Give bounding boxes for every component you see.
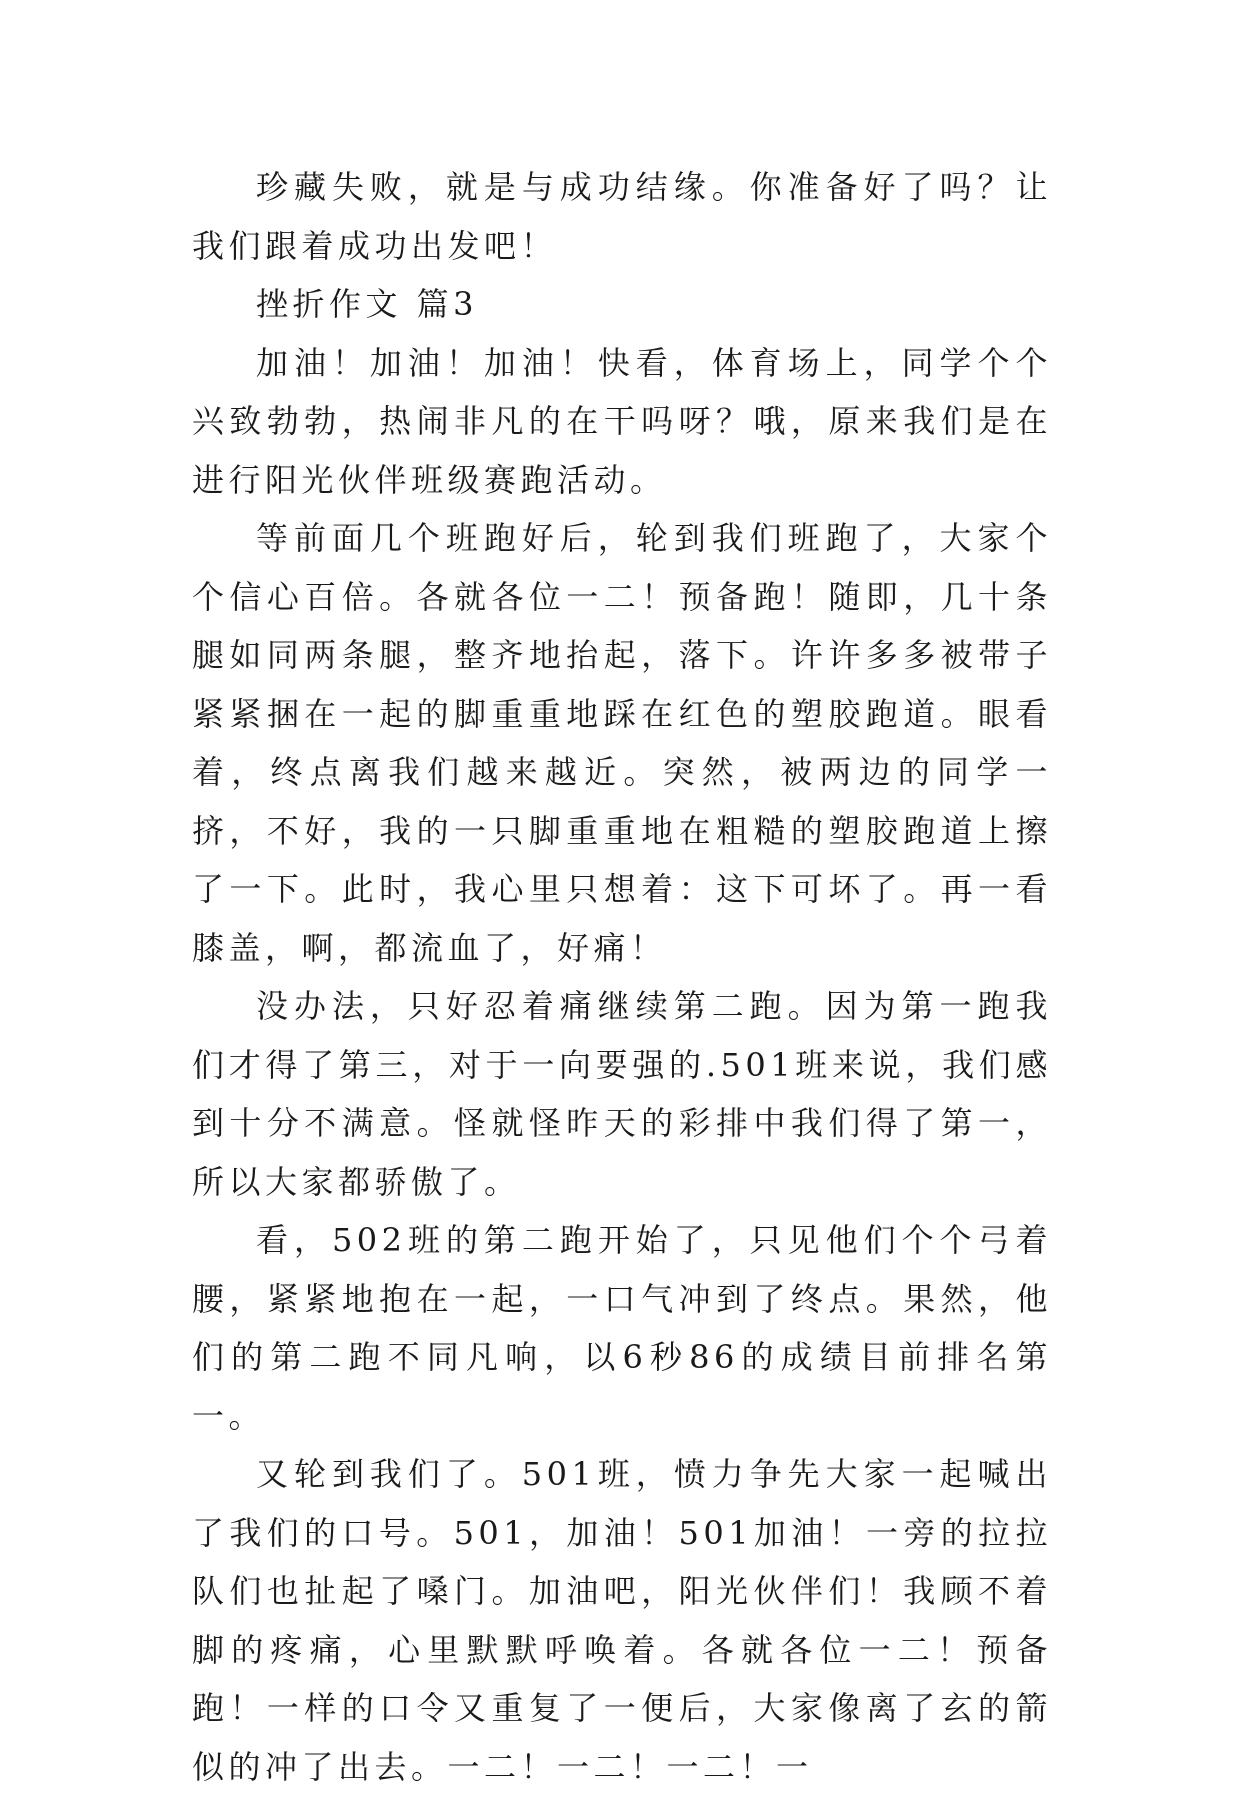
paragraph-5: 看，502班的第二跑开始了，只见他们个个弓着腰，紧紧地抱在一起，一口气冲到了终点。果然，他们的第二跑不同凡响，以6秒86的成绩目前排名第一。: [192, 1221, 1052, 1435]
section-heading: 挫折作文 篇3: [256, 285, 479, 323]
paragraph-6: 又轮到我们了。501班，愤力争先大家一起喊出了我们的口号。501，加油！501加油！一旁的拉拉队们也扯起了嗓门。加油吧，阳光伙伴们！我顾不着脚的疼痛，心里默默呼唤着。各就各位一二！预备跑！一样的口令又重复了一便后，大家像离了玄的箭似的冲了出去。一二！一二！一二！一: [192, 1455, 1052, 1786]
paragraph-3: 等前面几个班跑好后，轮到我们班跑了，大家个个信心百倍。各就各位一二！预备跑！随即，几十条腿如同两条腿，整齐地抬起，落下。许许多多被带子紧紧捆在一起的脚重重地踩在红色的塑胶跑道。眼看着，终点离我们越来越近。突然，被两边的同学一挤，不好，我的一只脚重重地在粗糙的塑胶跑道上擦了一下。此时，我心里只想着：这下可坏了。再一看膝盖，啊，都流血了，好痛！: [192, 519, 1052, 967]
paragraph-1: 珍藏失败，就是与成功结缘。你准备好了吗？让我们跟着成功出发吧！: [192, 168, 1052, 265]
paragraph-2: 加油！加油！加油！快看，体育场上，同学个个兴致勃勃，热闹非凡的在干吗呀？哦，原来我们是在进行阳光伙伴班级赛跑活动。: [192, 343, 1052, 499]
paragraph-4: 没办法，只好忍着痛继续第二跑。因为第一跑我们才得了第三，对于一向要强的.501班来说，我们感到十分不满意。怪就怪昨天的彩排中我们得了第一，所以大家都骄傲了。: [192, 987, 1052, 1201]
document-body: [192, 158, 1052, 1796]
